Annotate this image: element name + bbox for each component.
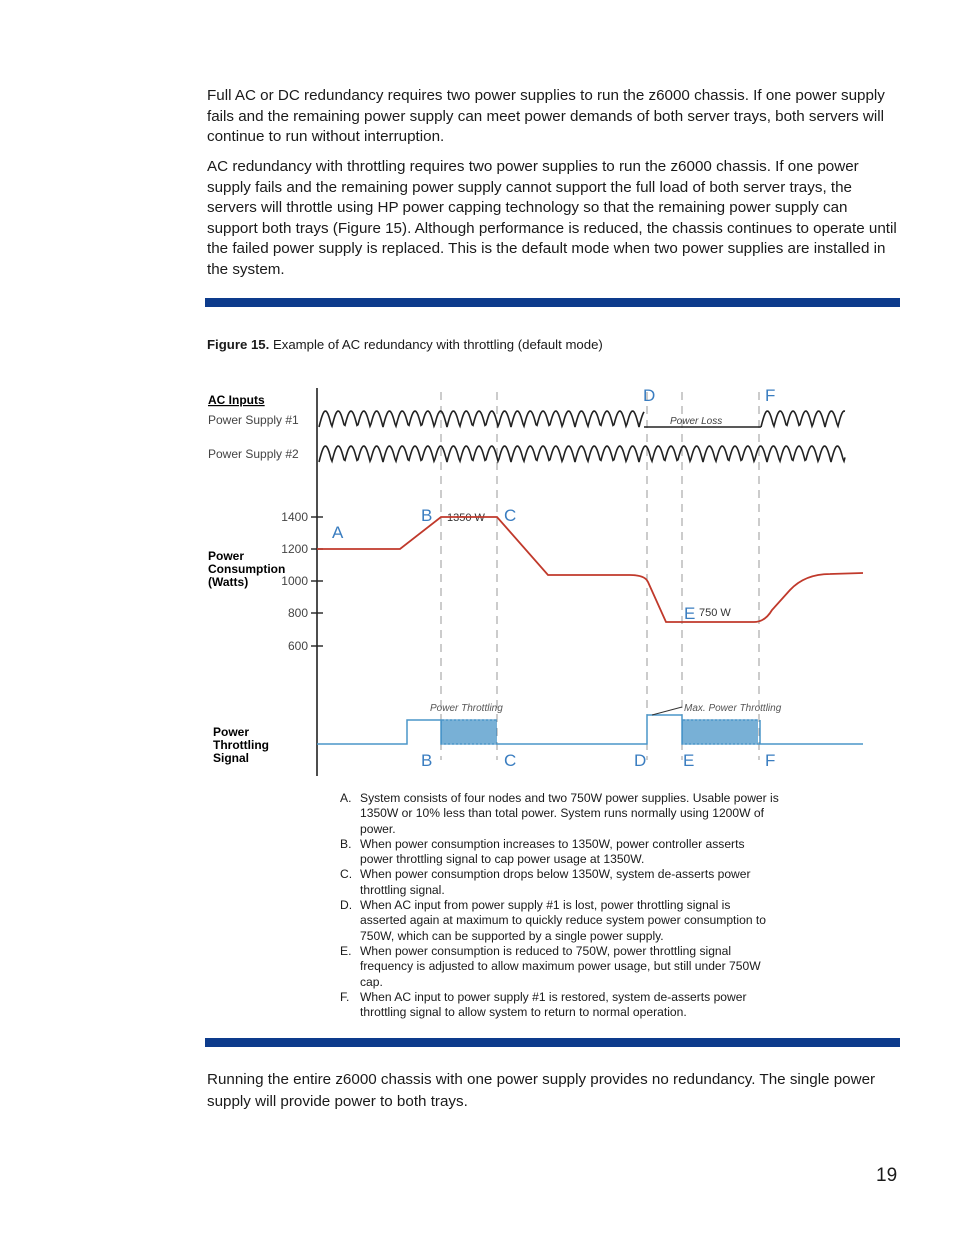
consumption-label-line3: (Watts): [208, 575, 249, 589]
note-letter: C.: [340, 867, 353, 882]
throttle-label-line2: Throttling: [213, 738, 269, 752]
marker-c-bottom: C: [504, 751, 517, 770]
ac-inputs-label: AC Inputs: [208, 393, 265, 407]
value-1350w: 1350 W: [447, 512, 485, 524]
page-number: 19: [876, 1165, 898, 1186]
note-text: When power consumption is reduced to 750W, power throttling signal frequency is adjusted to allow maximum power usage, but still under 750W cap.: [360, 943, 761, 989]
marker-d-bottom: D: [634, 751, 647, 770]
paragraph-full-redundancy: Full AC or DC redundancy requires two power supplies to run the z6000 chassis. If one power supply fails and the remaining power supply can meet power demands of both server trays, both servers will continue to run without interruption.: [207, 87, 885, 145]
note-c: [340, 867, 780, 898]
consumption-label-line1: Power: [208, 549, 245, 563]
note-letter: D.: [340, 898, 353, 913]
throttle-label-line1: Power: [213, 725, 250, 739]
figure-caption: [207, 337, 603, 352]
note-text: When power consumption increases to 1350W, power controller asserts power throttling signal to cap power usage at 1350W.: [360, 836, 745, 867]
note-letter: A.: [340, 791, 352, 805]
marker-e-bottom: E: [683, 751, 695, 770]
power-supply-1-wave-restored: [761, 411, 845, 427]
marker-b-mid: B: [421, 506, 433, 525]
marker-a: A: [332, 523, 344, 542]
max-throttling-leader: [652, 707, 682, 715]
consumption-label-line2: Consumption: [208, 562, 286, 576]
power-supply-2-wave: [319, 446, 845, 462]
note-d: [340, 898, 780, 944]
marker-f-top: F: [765, 386, 776, 405]
y-tick-label: 1000: [281, 574, 308, 588]
note-f: [340, 990, 780, 1021]
power-supply-1-wave: [319, 411, 644, 427]
y-tick-label: 600: [287, 639, 308, 653]
note-letter: B.: [340, 836, 352, 851]
power-supply-2-label: Power Supply #2: [208, 447, 299, 461]
power-loss-label: Power Loss: [670, 416, 723, 427]
paragraph-ac-redundancy-throttling: AC redundancy with throttling requires two power supplies to run the z6000 chassis. If one power supply fails and the remaining power supply cannot support the full load of both server trays, the servers will throttle using HP power capping technology so that the remaining power supply can support both trays (Figure 15). Although performance is reduced, the chassis continues to operate until the failed power supply is replaced. This is the default mode when two power supplies are installed in the system.: [207, 158, 897, 278]
marker-b-bottom: B: [421, 751, 433, 770]
note-letter: E.: [340, 943, 352, 958]
power-throttling-label: Power Throttling: [430, 703, 503, 714]
note-text: When AC input to power supply #1 is restored, system de-asserts power throttling signal to allow system to return to normal operation.: [360, 989, 747, 1020]
note-text: When power consumption drops below 1350W, system de-asserts power throttling signal.: [360, 867, 751, 897]
power-consumption-curve: [317, 517, 863, 622]
figure-caption-label: Figure 15.: [207, 337, 270, 352]
y-tick-label: 1200: [281, 542, 308, 556]
note-text: When AC input from power supply #1 is lost, power throttling signal is asserted again at maximum to quickly reduce system power consumption to 750W, which can be supported by a single power supply.: [360, 898, 766, 943]
y-tick-label: 800: [287, 606, 308, 620]
marker-c-mid: C: [504, 506, 517, 525]
marker-e-mid: E: [684, 604, 696, 623]
note-b: [340, 837, 780, 868]
marker-f-bottom: F: [765, 751, 776, 770]
throttling-timing-diagram: [200, 380, 880, 790]
marker-d-top: D: [643, 386, 656, 405]
section-rule-bottom: [205, 1038, 900, 1047]
note-text: System consists of four nodes and two 750W power supplies. Usable power is 1350W or 10% less than total power. System runs normally using 1200W of power.: [360, 791, 779, 836]
paragraph-single-supply: Running the entire z6000 chassis with one power supply provides no redundancy. The single power supply will provide power to both trays.: [207, 1071, 876, 1110]
max-power-throttling-label: Max. Power Throttling: [684, 703, 782, 714]
power-throttling-signal: [317, 715, 863, 744]
note-letter: F.: [340, 989, 350, 1004]
throttle-label-line3: Signal: [213, 751, 250, 765]
note-a: [340, 791, 780, 837]
y-tick-label: 1400: [281, 510, 308, 524]
value-750w: 750 W: [699, 607, 731, 619]
figure-notes-list: [340, 791, 780, 1020]
power-supply-1-label: Power Supply #1: [208, 413, 299, 427]
section-rule-top: [205, 298, 900, 307]
figure-caption-text: Example of AC redundancy with throttling (default mode): [269, 337, 603, 352]
note-e: [340, 944, 780, 990]
